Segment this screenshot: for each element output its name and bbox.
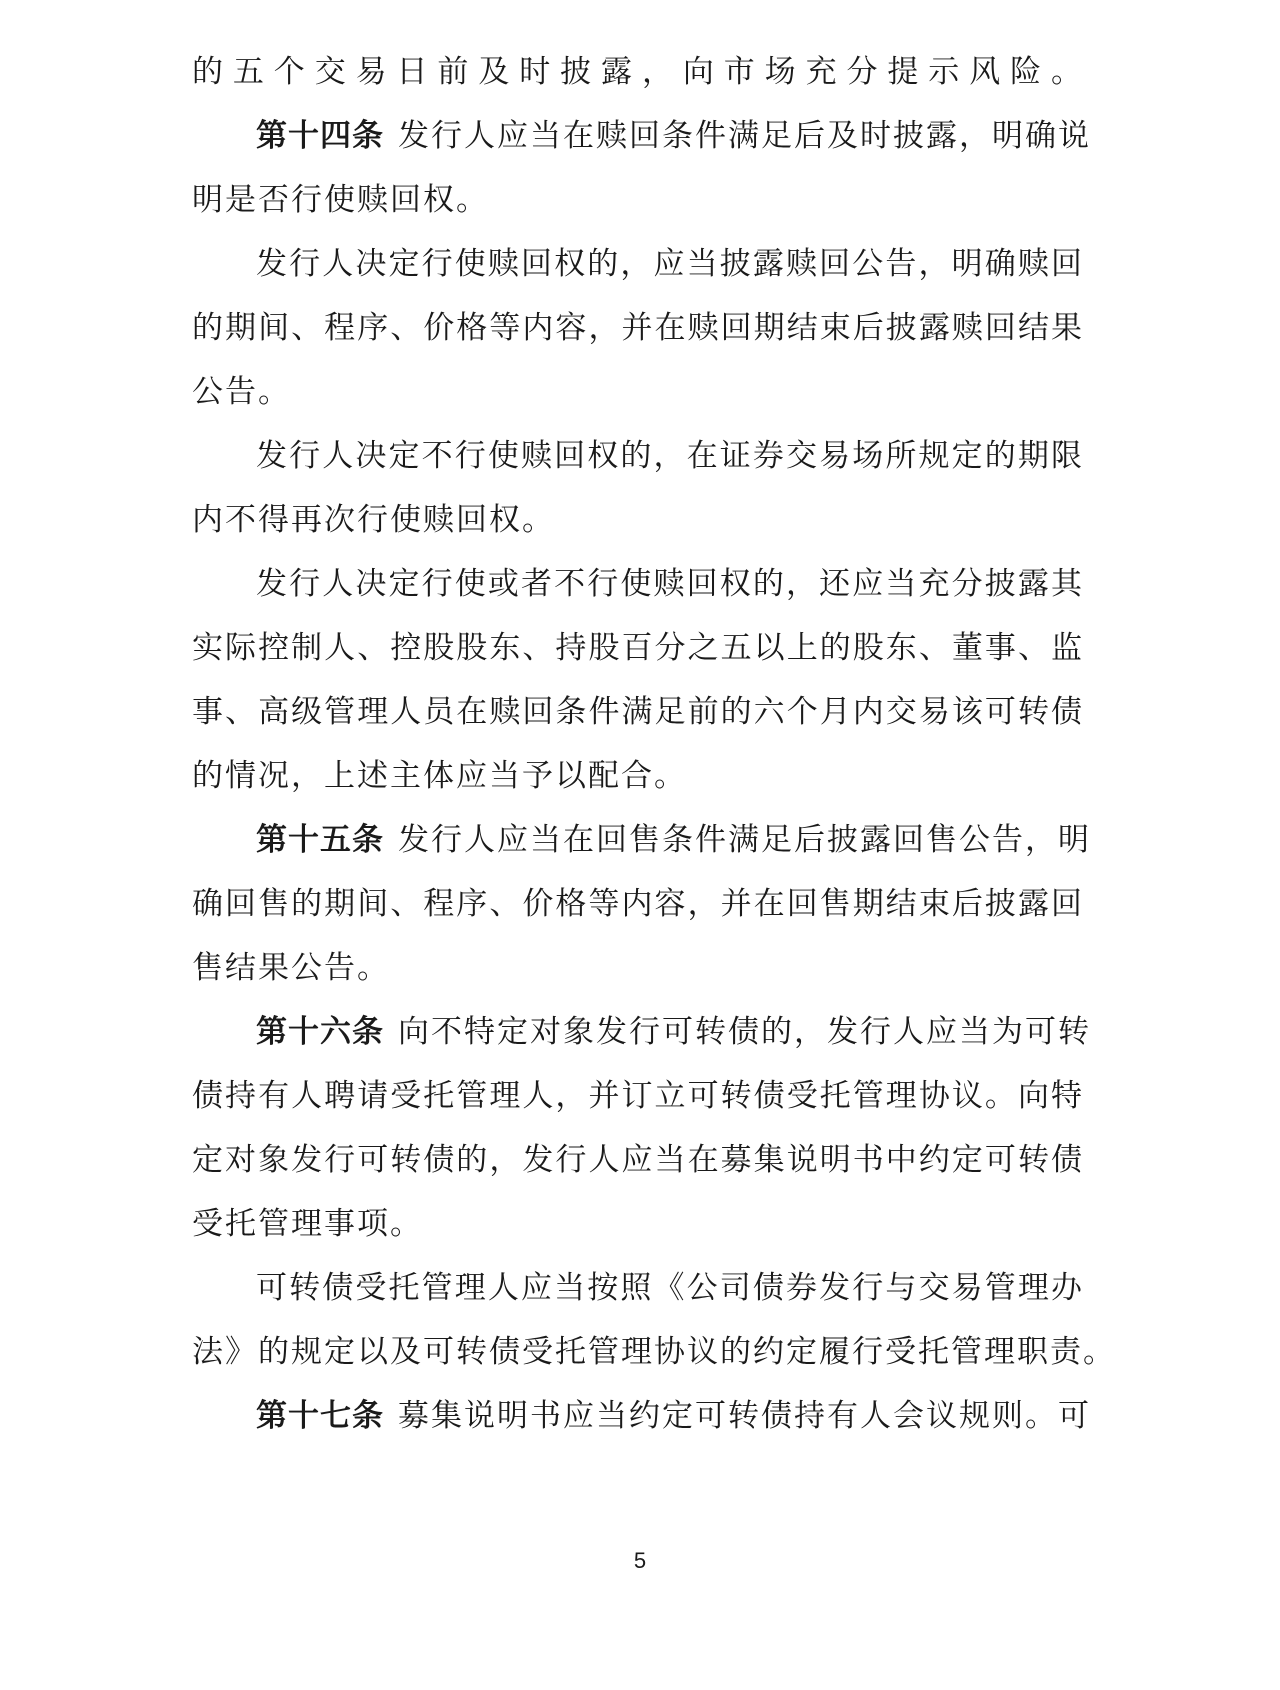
- text-line: 受托管理事项。: [192, 1206, 423, 1242]
- text-line: 的情况，上述主体应当予以配合。: [192, 758, 687, 794]
- text-line: 发行人决定不行使赎回权的，在证券交易场所规定的期限: [256, 438, 1084, 474]
- text-line: 确回售的期间、程序、价格等内容，并在回售期结束后披露回: [192, 886, 1084, 922]
- article-heading: 第十四条: [256, 118, 384, 154]
- document-body: [192, 40, 1116, 1448]
- article-16-line: [192, 1000, 1091, 1064]
- article-17-line: [192, 1384, 1091, 1448]
- text-line: 可转债受托管理人应当按照《公司债券发行与交易管理办: [256, 1270, 1084, 1306]
- text-line: 发行人决定行使或者不行使赎回权的，还应当充分披露其: [256, 566, 1084, 602]
- page-number: 5: [633, 1548, 647, 1573]
- text-line: 法》的规定以及可转债受托管理协议的约定履行受托管理职责。: [192, 1334, 1116, 1370]
- text-line: 募集说明书应当约定可转债持有人会议规则。可: [398, 1398, 1091, 1434]
- text-line: 的期间、程序、价格等内容，并在赎回期结束后披露赎回结果: [192, 310, 1084, 346]
- article-14-line: [192, 104, 1091, 168]
- text-line: 定对象发行可转债的，发行人应当在募集说明书中约定可转债: [192, 1142, 1084, 1178]
- text-line: 发行人应当在赎回条件满足后及时披露，明确说: [398, 118, 1091, 154]
- article-heading: 第十六条: [256, 1014, 384, 1050]
- article-heading: 第十五条: [256, 822, 384, 858]
- text-line: 的五个交易日前及时披露，向市场充分提示风险。: [192, 54, 1084, 90]
- text-line: 售结果公告。: [192, 950, 390, 986]
- text-line: 向不特定对象发行可转债的，发行人应当为可转: [398, 1014, 1091, 1050]
- text-line: 公告。: [192, 374, 291, 410]
- text-line: 实际控制人、控股股东、持股百分之五以上的股东、董事、监: [192, 630, 1084, 666]
- article-heading: 第十七条: [256, 1398, 384, 1434]
- text-line: 内不得再次行使赎回权。: [192, 502, 555, 538]
- text-line: 事、高级管理人员在赎回条件满足前的六个月内交易该可转债: [192, 694, 1084, 730]
- text-line: 债持有人聘请受托管理人，并订立可转债受托管理协议。向特: [192, 1078, 1084, 1114]
- text-line: 发行人决定行使赎回权的，应当披露赎回公告，明确赎回: [256, 246, 1084, 282]
- text-line: 发行人应当在回售条件满足后披露回售公告，明: [398, 822, 1091, 858]
- article-15-line: [192, 808, 1091, 872]
- text-line: 明是否行使赎回权。: [192, 182, 489, 218]
